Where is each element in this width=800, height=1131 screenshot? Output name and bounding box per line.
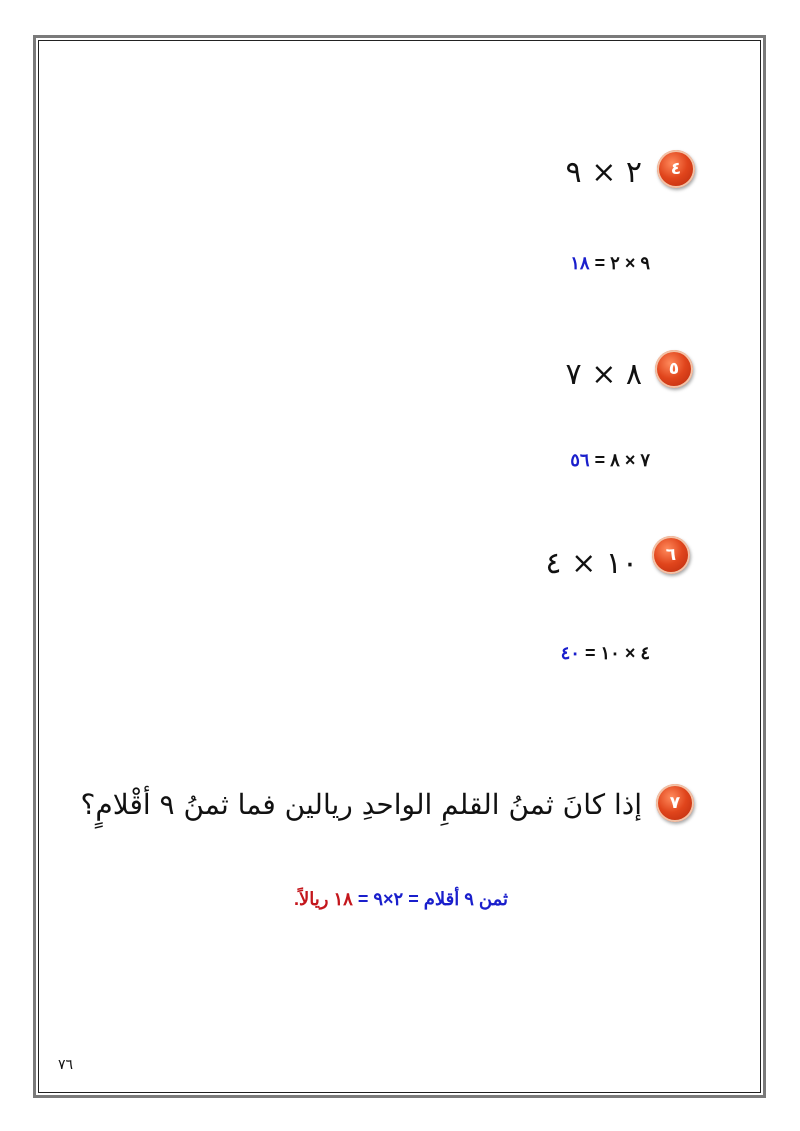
problem-number: ٤ [670, 159, 682, 179]
problem-number-badge [656, 784, 694, 822]
answer-expression: ٩ × ٢ = [594, 253, 650, 273]
answer-expression: ٧ × ٨ = [594, 450, 650, 470]
problem-question: ١٠ × ٤ [545, 546, 638, 581]
problem-answer [561, 643, 650, 664]
page-inner-border [38, 40, 761, 1093]
word-problem-question: إذا كانَ ثمنُ القلمِ الواحدِ ريالين فما ثمنُ ٩ أقْلامٍ؟ [80, 788, 642, 821]
answer-result: ٤٠ [560, 643, 580, 663]
problem-number: ٥ [668, 359, 680, 379]
word-answer-expression: ثمن ٩ أقلام = ٢×٩ = [357, 889, 508, 909]
problem-question: ٢ × ٩ [565, 155, 642, 190]
word-answer-result: ١٨ ريالاً. [293, 889, 353, 909]
answer-expression: ٤ × ١٠ = [584, 643, 650, 663]
problem-number-badge [655, 350, 693, 388]
word-problem-answer [294, 889, 508, 910]
page-number: ٧٦ [58, 1057, 74, 1073]
problem-number-badge [657, 150, 695, 188]
problem-number: ٧ [669, 793, 681, 813]
problem-number-badge [652, 536, 690, 574]
answer-result: ٥٦ [570, 450, 590, 470]
answer-result: ١٨ [570, 253, 590, 273]
problem-question: ٨ × ٧ [565, 357, 642, 392]
problem-answer [570, 450, 650, 471]
problem-number: ٦ [665, 545, 677, 565]
problem-answer [570, 253, 650, 274]
